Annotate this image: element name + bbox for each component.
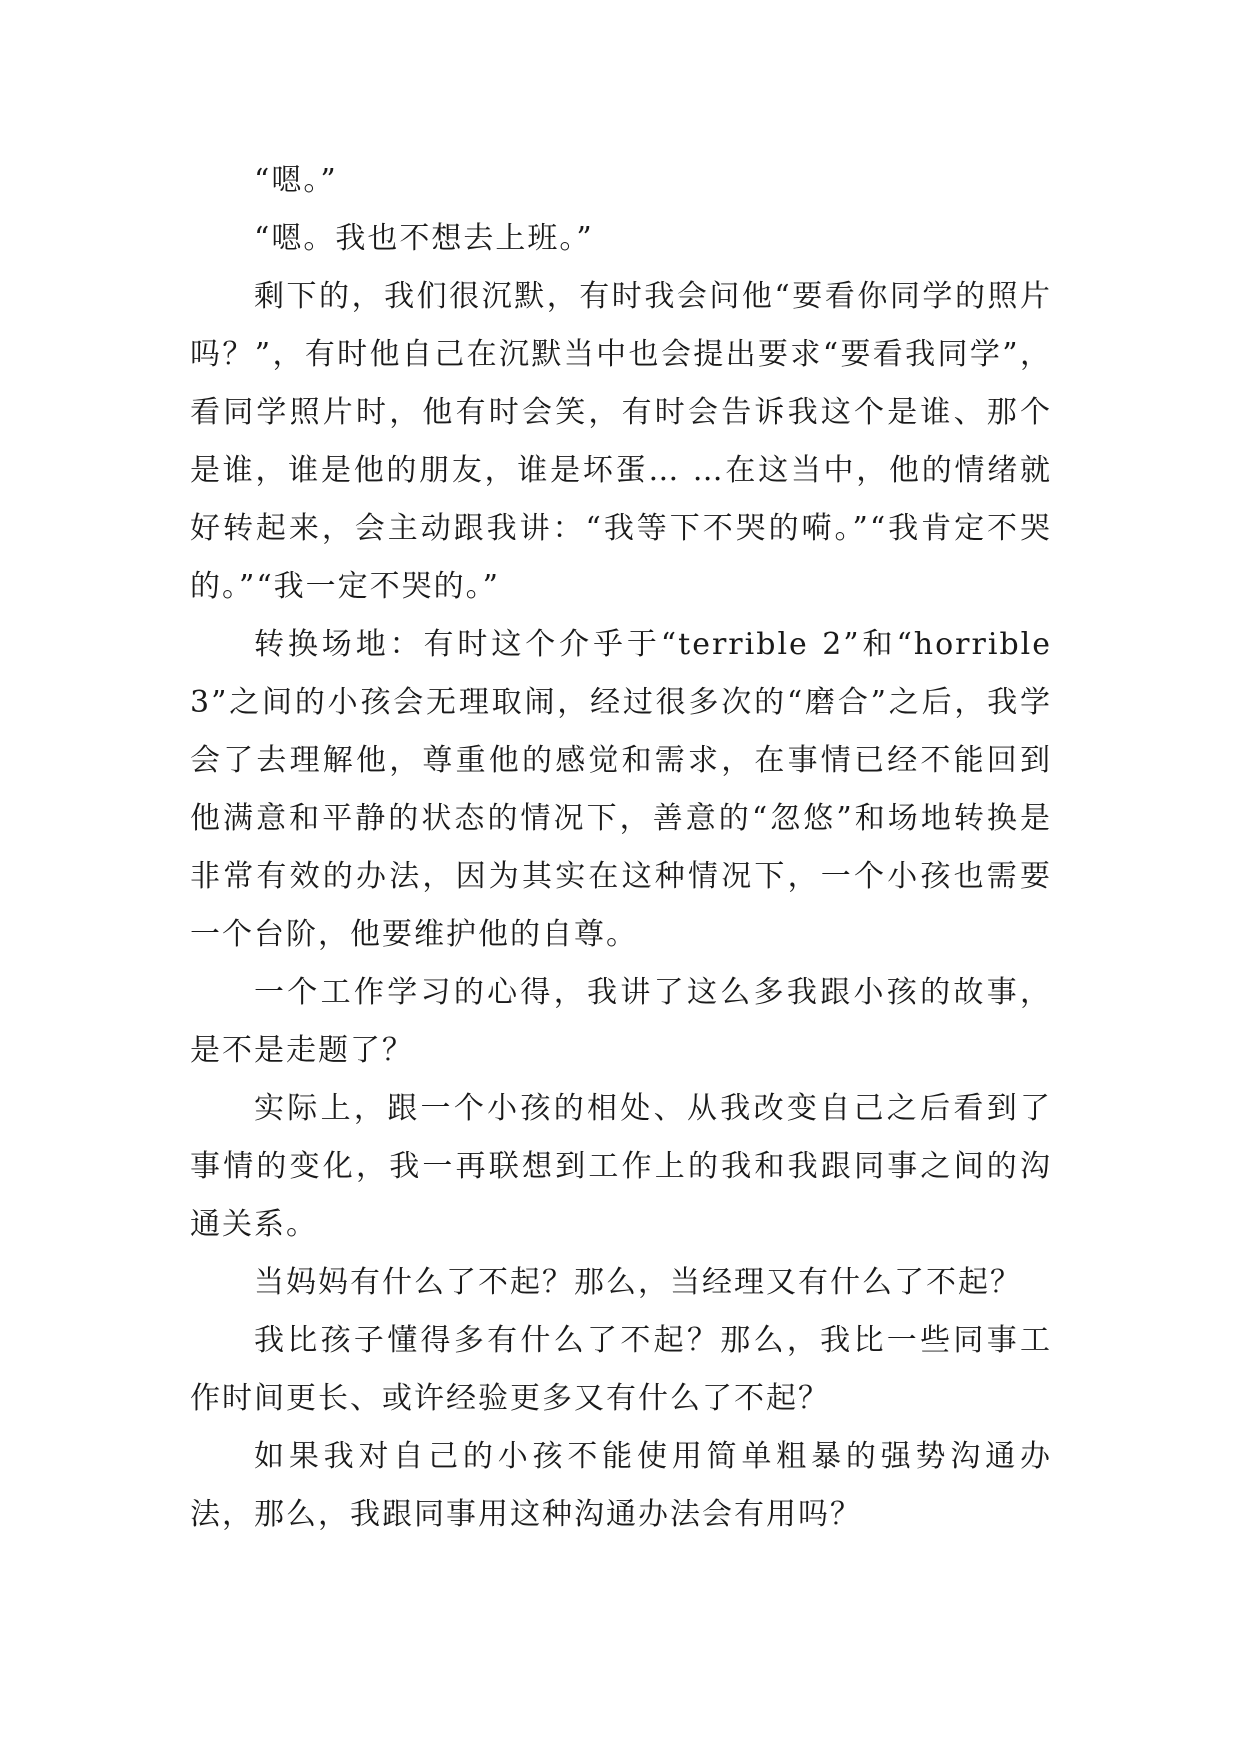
paragraph-6: 实际上，跟一个小孩的相处、从我改变自己之后看到了事情的变化，我一再联想到工作上的我和我跟同事之间的沟通关系。 bbox=[190, 1091, 1052, 1242]
document-body bbox=[190, 152, 1052, 1544]
paragraph-8: 我比孩子懂得多有什么了不起？那么，我比一些同事工作时间更长、或许经验更多又有什么了不起？ bbox=[190, 1323, 1052, 1416]
paragraph-3: 剩下的，我们很沉默，有时我会问他“要看你同学的照片吗？”，有时他自己在沉默当中也会提出要求“要看我同学”，看同学照片时，他有时会笑，有时会告诉我这个是谁、那个是谁，谁是他的朋友，谁是坏蛋… …在这当中，他的情绪就好转起来，会主动跟我讲：“我等下不哭的嗬。”“我肯定不哭的。”“我一定不哭的。” bbox=[190, 279, 1052, 604]
paragraph-5: 一个工作学习的心得，我讲了这么多我跟小孩的故事，是不是走题了？ bbox=[190, 975, 1052, 1068]
paragraph-4: 转换场地：有时这个介乎于“terrible 2”和“horrible 3”之间的小孩会无理取闹，经过很多次的“磨合”之后，我学会了去理解他，尊重他的感觉和需求，在事情已经不能回到他满意和平静的状态的情况下，善意的“忽悠”和场地转换是非常有效的办法，因为其实在这种情况下，一个小孩也需要一个台阶，他要维护他的自尊。 bbox=[190, 627, 1052, 952]
paragraph-1: “嗯。” bbox=[254, 163, 338, 198]
paragraph-7: 当妈妈有什么了不起？那么，当经理又有什么了不起？ bbox=[254, 1265, 1022, 1300]
paragraph-9: 如果我对自己的小孩不能使用简单粗暴的强势沟通办法，那么，我跟同事用这种沟通办法会有用吗？ bbox=[190, 1439, 1052, 1532]
paragraph-2: “嗯。我也不想去上班。” bbox=[254, 221, 594, 256]
